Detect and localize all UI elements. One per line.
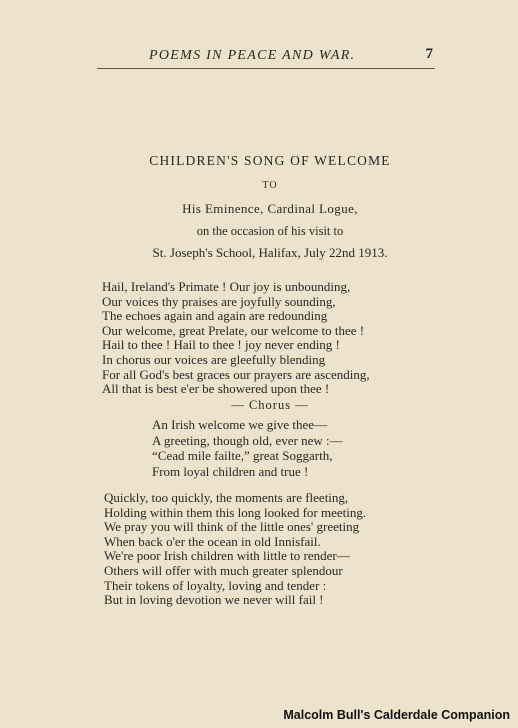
verse-line: All that is best e'er be showered upon thee ! (102, 381, 330, 397)
verse-line: In chorus our voices are gleefully blending (102, 351, 326, 367)
dedication-recipient: His Eminence, Cardinal Logue, (182, 201, 358, 216)
verse-line: The echoes again and again are redounding (102, 308, 328, 324)
source-credit: Malcolm Bull's Calderdale Companion (283, 708, 510, 722)
verse-line: Others will offer with much greater splendour (104, 562, 343, 578)
chorus-line: “Cead mile failte,” great Soggarth, (152, 448, 333, 464)
song-title: CHILDREN'S SONG OF WELCOME (149, 153, 391, 168)
dedication-occasion: on the occasion of his visit to (196, 224, 344, 238)
verse-line: Quickly, too quickly, the moments are fleeting, (104, 490, 349, 505)
verse-line: When back o'er the ocean in old Innisfail. (104, 533, 321, 549)
chorus-line: From loyal children and true ! (152, 463, 309, 479)
verse-line: We pray you will think of the little ones' greeting (104, 519, 360, 535)
verse-line: Hail, Ireland's Primate ! Our joy is unbounding, (102, 279, 351, 294)
running-header-title: POEMS IN PEACE AND WAR. (149, 48, 356, 63)
chorus-line: An Irish welcome we give thee— (152, 417, 328, 432)
running-header (97, 46, 435, 69)
verse-one (102, 280, 370, 397)
verse-two (104, 491, 366, 608)
chorus-heading: — Chorus — (231, 398, 309, 412)
verse-line: We're poor Irish children with little to render— (104, 548, 350, 564)
verse-line: Hail to thee ! Hail to thee ! joy never ending ! (102, 337, 340, 353)
verse-line: Our welcome, great Prelate, our welcome to thee ! (102, 322, 365, 338)
verse-line: Their tokens of loyalty, loving and tender : (104, 577, 327, 593)
verse-line: Our voices thy praises are joyfully sounding, (102, 293, 336, 309)
chorus-line: A greeting, though old, ever new :— (152, 432, 343, 448)
dedication-to: TO (262, 180, 278, 191)
verse-line: Holding within them this long looked for meeting. (104, 504, 367, 520)
dedication-place-date: St. Joseph's School, Halifax, July 22nd 1913. (152, 245, 388, 260)
verse-line: But in loving devotion we never will fail ! (104, 592, 324, 608)
chorus (152, 417, 343, 479)
page-number: 7 (425, 46, 433, 62)
verse-line: For all God's best graces our prayers are ascending, (102, 366, 370, 382)
